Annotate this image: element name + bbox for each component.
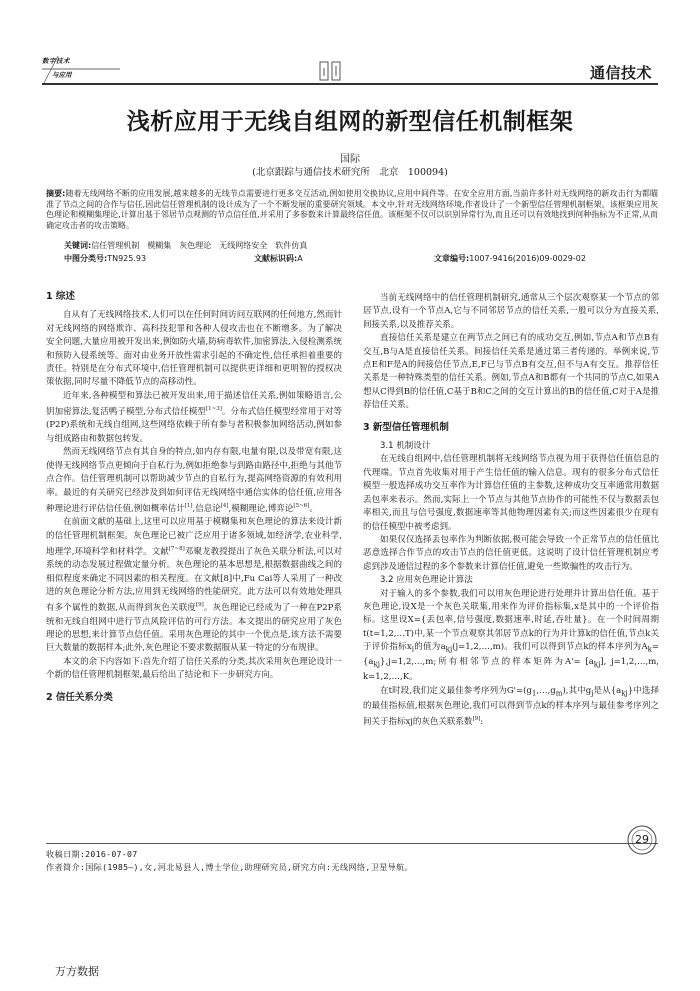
author-bio: 作者简介:国际(1985—),女,河北易县人,博士学位,助理研究员,研究方向:无线网络,卫星导航。 <box>46 862 414 872</box>
text-run: ={a <box>363 642 660 668</box>
subscript: j <box>591 688 594 698</box>
citation: [1~3] <box>205 406 222 413</box>
subscript: 1 <box>531 688 537 698</box>
paper-author: 国际 <box>340 154 360 165</box>
page-number: 29 <box>635 833 649 846</box>
section-heading-2: 2 信任关系分类 <box>46 691 113 703</box>
keywords-text: 信任管理机制 模糊集 灰色理论 无线网络安全 软件仿真 <box>91 241 308 250</box>
paragraph: 自从有了无线网络技术,人们可以在任何时间访问互联网的任何地方,然而针对无线网络的网络欺诈、高科技犯罪和各种人侵攻击也在不断增多。为了解决安全问题,大量应用被开发出来,例如防火墙,防病毒软件,加密算法,入侵检测系统和预防入侵系统等。面对由业务开放性需求引起的不确定性,信任承担着重要的责任。特别是在分布式环境中,信任管理机制可以提供更详细和更明智的授权决策依据,同时尽量不降低节点的高移动性。 <box>46 310 342 388</box>
text-run: 对于输入的多个参数,我们可以用灰色理论进行处理并计算出信任值。基于灰色理论,设X是一个灰色关联集,用来作为评价指标集,x是其中的一个评价指标。这里设X={丢包率,信号强度,数据速率,时延,吞吐量}。在一个时间周期t(t=1,2,…T)中,某一个节点观察其邻居节点k的行为并计算k的信任值,节点k关于评价指标x <box>363 588 659 653</box>
clc-label: 中图分类号: <box>64 254 108 263</box>
section-heading-1: 1 综述 <box>46 291 75 302</box>
subsection-heading-3-2: 3.2 应用灰色理论计算法 <box>380 575 473 586</box>
text-run: },j=1,2,…,m;所有相邻节点的样本矩阵为A'= [a <box>379 657 594 668</box>
text-run: ,…,g <box>536 685 556 696</box>
text-run: (j=1,2,…,m)。我们可以得到节点k的样本序列为A <box>452 642 648 653</box>
subscript: kj <box>621 688 628 698</box>
article-no-group <box>434 253 586 264</box>
abstract-label: 摘要: <box>46 189 66 198</box>
text-run: : <box>480 717 484 728</box>
paper-title: 浅析应用于无线自组网的新型信任机制框架 <box>126 109 574 135</box>
paragraph <box>363 685 659 730</box>
citation: [9] <box>196 602 204 609</box>
paragraph: 直接信任关系是建立在两节点之间已有的成功交互,例如,节点A和节点B有交互,B与A是直接信任关系。间接信任关系是通过第三者传递的。举例来说,节点E和F是A的间接信任节点,E,F已与节点B有交互,但不与A有交互。推荐信任关系是一种特殊类型的信任关系。例如,节点A和B都有一个共同的节点C,如果A想从C得到B的信任值,C基于B和C之间的交互计算出的B的信任值,C对于A是推荐信任关系。 <box>363 333 659 411</box>
text-run: ),其中g <box>562 685 592 696</box>
text-run: ,模糊理论,博弈论 <box>228 503 294 514</box>
text-run: }中选择的最佳指标值,根据灰色理论,我们可以得到节点k的样本序列与最佳参考序列之间关于指标xj的灰色关联系数 <box>363 685 659 728</box>
journal-logo <box>42 56 120 86</box>
doc-code-value: A <box>297 254 303 263</box>
footnote-rule <box>46 843 658 844</box>
subscript: kj <box>373 659 380 669</box>
citation: [4] <box>220 502 229 509</box>
article-no-value: 1007-9416(2016)09-0029-02 <box>469 254 586 263</box>
paragraph <box>46 516 342 656</box>
paragraph <box>46 390 342 446</box>
text-run: 在t时段,我们定义最佳参考序列为G'=(g <box>380 685 532 696</box>
clc-group <box>64 253 146 264</box>
journal-logo-line1: 数字技术 <box>42 57 70 65</box>
right-column <box>363 292 659 729</box>
text-run: 。灰色理论已经成为了一种在P2P系统和无线自组网中进行节点风险评估的可行方法。本文提出的研究应用了灰色理论的思想,来计算节点信任值。采用灰色理论的其中一个优点是,该方法不需要巨大数量的数据样本;此外,灰色理论不要求数据服从某一特定的分布规律。 <box>46 603 342 654</box>
paragraph: 当前无线网络中的信任管理机制研究,通常从三个层次观察某一个节点的邻居节点,设有一个节点A,它与不同邻居节点的信任关系,一般可以分为直接关系,间接关系,以及推荐关系。 <box>363 293 659 330</box>
text-run: 在前面文献的基础上,这里可以应用基于模糊集和灰色理论的算法来设计新的信任管理机制框架。灰色理论已被广泛应用于诸多领域,如经济学,农业科学,地理学,环境科学和材料学。文献 <box>46 517 342 557</box>
paragraph: 本文的余下内容如下:首先介绍了信任关系的分类,其次采用灰色理论设计一个新的信任管理机制框架,最后给出了结论和下一步研究方向。 <box>46 656 342 681</box>
journal-logo-line2: 与应用 <box>52 71 72 79</box>
citation: [7~8] <box>168 545 185 552</box>
text-run: 是从{a <box>593 685 622 696</box>
watermark: 万方数据 <box>55 965 99 978</box>
section-heading-3: 3 新型信任管理机制 <box>363 421 449 433</box>
text-run: 近年来,各种模型和算法已被开发出来,用于描述信任关系,例如策略语言,公钥加密算法,复活鸭子模型,分布式信任模型 <box>46 390 342 418</box>
paragraph: 如果仅仅选择丢包率作为判断依据,极可能会导致一个正常节点的信任值比恶意选择合作节点的攻击节点的信任值更低。这说明了设计信任管理机制应考虑到涉及通信过程的多个参数来计算信任值,避免一些欺骗性的攻击行为。 <box>363 534 659 572</box>
text-run: 的值为a <box>413 642 446 653</box>
subscript: i <box>411 644 414 654</box>
subscript: m <box>555 688 563 698</box>
text-run: ], j=1,2,…,m, k=1,2,…,K。 <box>363 657 659 683</box>
subscript: kj <box>445 644 453 654</box>
abstract-text: 随着无线网络不断的应用发展,越来越多的无线节点需要进行更多交互活动,例如使用交换协议,应用中间件等。在安全应用方面,当前许多针对无线网络的新攻击行为都瞄准了节点之间的合作与信任,因此信任管理机制的设计成为了一个不断发展的重要研究领域。本文中,针对无线网络环境,作者设计了一个新型信任管理机制框架。该框架应用灰色理论和模糊集理论,计算出基于邻居节点观测的节点信任值,并采用了多参数来计算最终信任值。该框架不仅可以识别异常行为,而且还可以有效地找到何种指标为不正常,从而确定攻击者的攻击策略。 <box>46 189 658 230</box>
paragraph: 在无线自组网中,信任管理机制将无线网络节点视为用于获得信任值信息的代理端。节点首先收集对用于产生信任值的输入信息。现有的很多分布式信任模型一般选择成功交互率作为计算信任值的主参数,这种成功交互率通常用数据丢包率来表示。然而,实际上一个节点与其他节点协作的可能性不仅与数据丢包率相关,而且与信号强度,数据速率等其他物理因素有关;而这些因素很少在现有的信任模型中被考虑到。 <box>363 454 659 532</box>
citation: [5~6] <box>293 502 310 509</box>
keywords <box>64 240 307 251</box>
abstract <box>46 189 658 231</box>
text-run: ,信息论 <box>192 503 221 514</box>
header-rule <box>42 83 658 85</box>
paragraph <box>363 588 659 685</box>
text-run: 。分布式信任模型经常用于对等(P2P)系统和无线自组网,这些网络依赖于所有参与者积极参加网络活动,例如参与组成路由和数据包转发。 <box>46 407 342 444</box>
left-column <box>46 290 342 710</box>
citation: [1] <box>184 502 193 509</box>
doc-code-label: 文献标识码: <box>254 254 298 263</box>
text-run: 邓聚龙教授提出了灰色关联分析法,可以对系统的动态发展过程做定量分析。灰色理论的基本思想是,根据数据曲线之间的相似程度来确定不同因素的相关程度。在文献[8]中,Fu Cai等人采用了一种改进的灰色理论分析方法,应用到无线网络的性能研究。此方法可以有效地处理具有多个属性的数据,从而得到灰色关联度 <box>46 546 342 614</box>
header-decoration-icon <box>318 60 348 82</box>
paper-affiliation: (北京跟踪与通信技术研究所 北京 100094) <box>252 167 448 178</box>
clc-value: TN925.93 <box>107 254 147 263</box>
article-no-label: 文章编号: <box>434 254 470 263</box>
footnote <box>46 848 658 874</box>
received-date: 收稿日期:2016-07-07 <box>46 849 138 859</box>
keywords-label: 关键词: <box>64 241 92 250</box>
citation: [9] <box>472 716 481 723</box>
section-label: 通信技术 <box>589 64 652 82</box>
text-run: 。 <box>309 503 318 514</box>
text-run: 然而无线网络节点有其自身的特点,如内存有限,电量有限,以及带宽有限,这使得无线网络节点更倾向于自私行为,例如拒绝参与到路由路径中,拒绝与其他节点合作。信任管理机制可以帮助减少节点的自私行为,提高网络资源的有效利用率。最近的有关研究已经涉及到如何评估无线网络中通信实体的信任值,应用各种理论进行评估信任值,例如概率估计 <box>46 447 342 514</box>
paragraph <box>46 446 342 516</box>
subscript: kj <box>593 659 601 669</box>
doc-code-group <box>254 253 303 264</box>
subsection-heading-3-1: 3.1 机制设计 <box>380 441 431 452</box>
subscript: k <box>647 644 652 654</box>
